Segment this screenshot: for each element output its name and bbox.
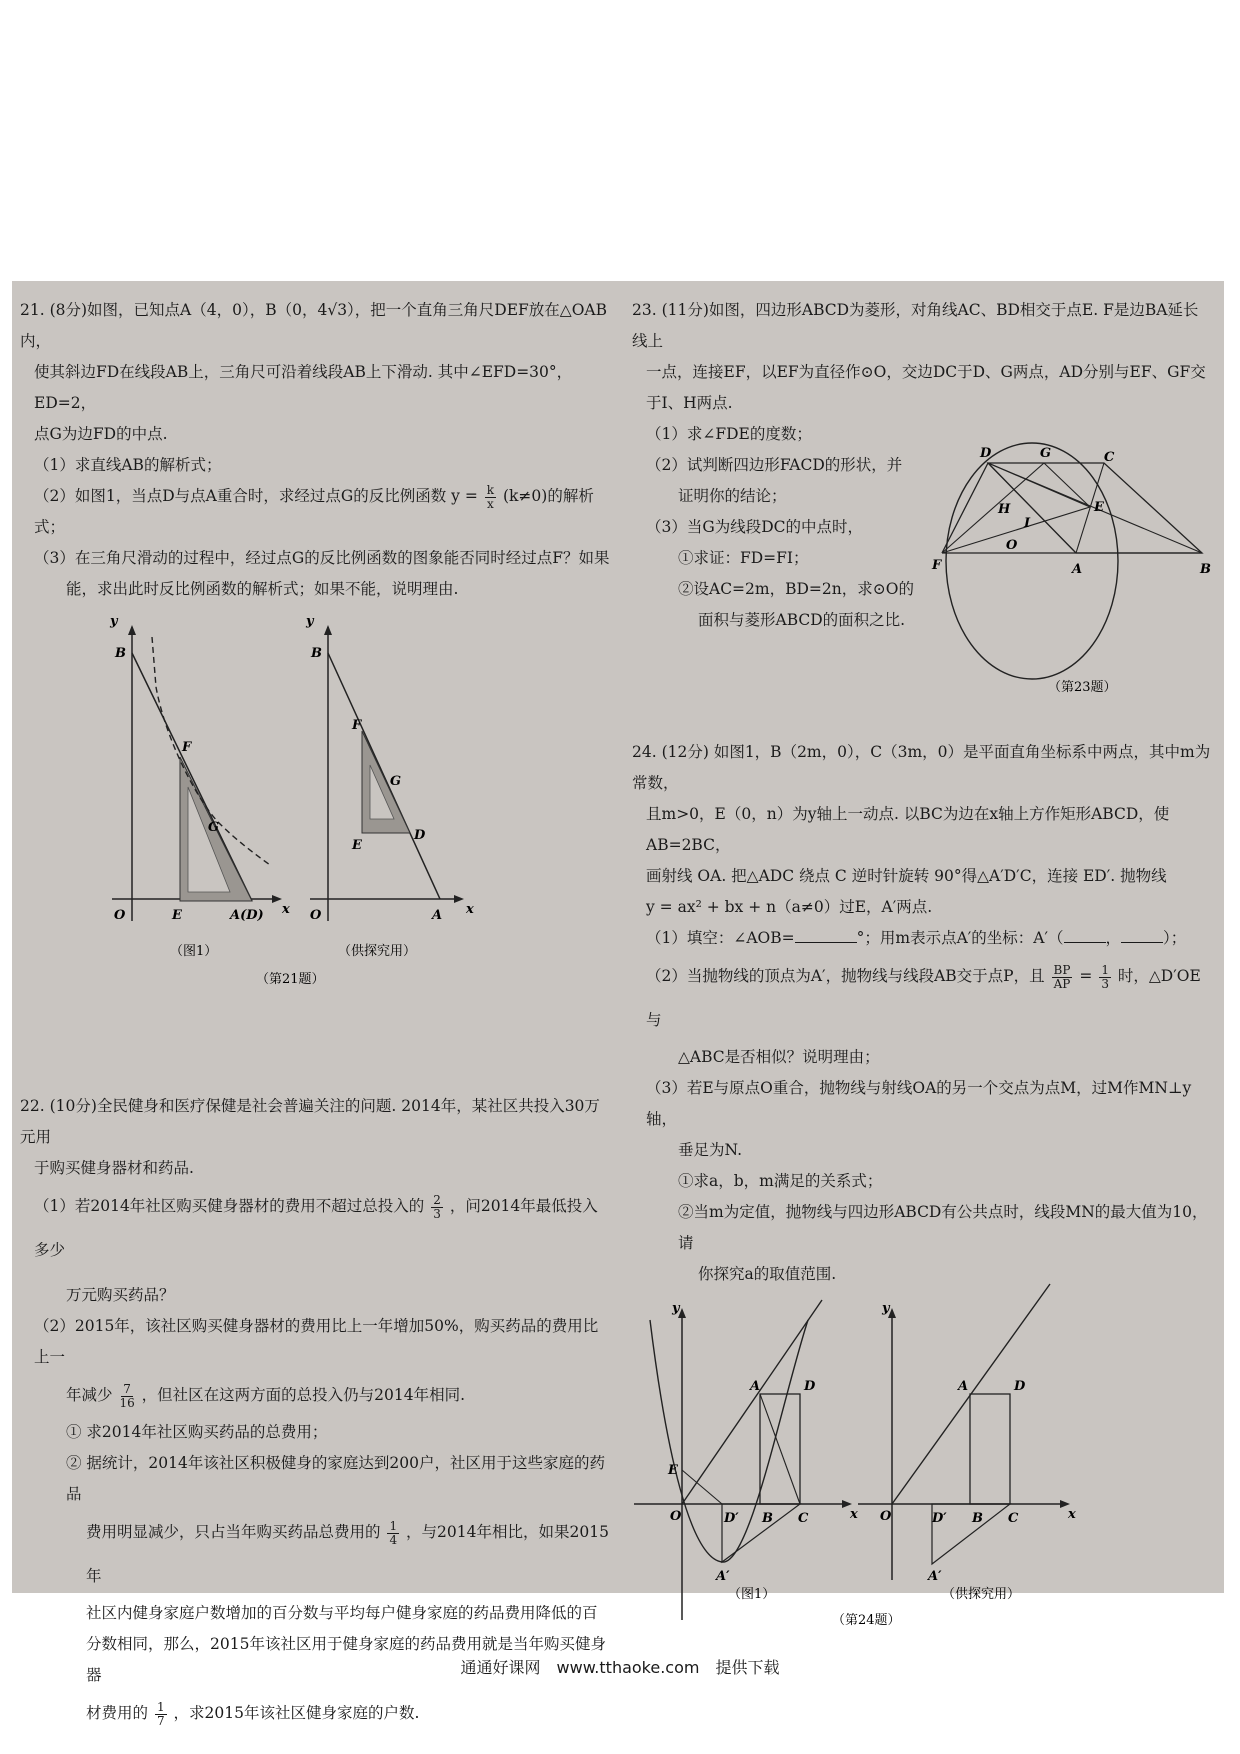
q21-figure (20, 607, 610, 997)
q22-part2-cont (20, 1373, 610, 1417)
q24-part3-cont: 垂足为N. (678, 1141, 742, 1159)
q21-figure-1 (109, 614, 290, 959)
fraction-denominator: 4 (389, 1532, 398, 1547)
point-E: E (172, 908, 182, 923)
point-A: A (1072, 562, 1083, 577)
q23-line: 23. (11分)如图，四边形ABCD为菱形，对角线AC、BD相交于点E. F是边BA延长线上 (632, 301, 1199, 350)
q23-sub2: ②设AC=2m，BD=2n，求⊙O的 (678, 580, 914, 598)
point-A: A (750, 1379, 761, 1394)
figure-1-caption: （图1） (728, 1587, 776, 1602)
q24-figure-1 (634, 1300, 858, 1620)
q24-text: ）； (1163, 929, 1187, 947)
fraction-denominator: 3 (433, 1206, 441, 1221)
q24-text: 时，△D′OE与 (646, 967, 1201, 1029)
q24-part3: （3）若E与原点O重合，抛物线与射线OA的另一个交点为点M，过M作MN⊥y轴， (646, 1079, 1192, 1128)
point-D: D (980, 446, 992, 461)
q22-text: ，与2014年相比，如果2015年 (86, 1523, 609, 1585)
point-O: O (1006, 538, 1018, 553)
q22-part1-cont: 万元购买药品？ (66, 1286, 175, 1304)
question-24-figure-caption: （第24题） (832, 1613, 901, 1628)
y-axis-label: y (672, 1301, 680, 1316)
q21-line: 使其斜边FD在线段AB上，三角尺可沿着线段AB上下滑动. 其中∠EFD=30°，ED=2， (34, 363, 573, 412)
point-O: O (670, 1509, 682, 1524)
q21-part3-cont: 能，求出此时反比例函数的解析式；如果不能，说明理由. (66, 580, 459, 598)
q24-figure (632, 1290, 1212, 1650)
x-axis-label: x (282, 902, 290, 917)
q21-figure-explore (305, 614, 474, 959)
left-column (20, 295, 610, 1735)
point-C: C (1008, 1511, 1019, 1526)
point-B: B (115, 646, 126, 661)
fraction-numerator: k (486, 482, 495, 497)
q24-line: 24. (12分) 如图1，B（2m，0），C（3m，0）是平面直角坐标系中两点，其中m为常数， (632, 743, 1211, 792)
fraction-denominator: AP (1053, 976, 1071, 991)
question-21-figure-caption: （第21题） (256, 972, 325, 987)
q23-line: 一点，连接EF，以EF为直径作⊙O，交边DC于D、G两点，AD分别与EF、GF交 (646, 363, 1206, 381)
point-B: B (972, 1511, 983, 1526)
q24-figure-explore (858, 1284, 1076, 1602)
q22-text: 费用明显减少，只占当年购买药品总费用的 (86, 1523, 381, 1541)
fraction-numerator: 1 (389, 1518, 398, 1533)
point-C: C (1104, 450, 1115, 465)
q24-line: 画射线 OA. 把△ADC 绕点 C 逆时针旋转 90°得△A′D′C，连接 ED′. 抛物线 (646, 867, 1167, 885)
q23-part2-cont: 证明你的结论； (678, 487, 787, 505)
q22-part2: （2）2015年，该社区购买健身器材的费用比上一年增加50%，购买药品的费用比上一 (34, 1317, 599, 1366)
question-23-figure-caption: （第23题） (1048, 680, 1117, 695)
point-C: C (798, 1511, 809, 1526)
point-F: F (182, 740, 192, 755)
footer-credit: 通通好课网 www.tthaoke.com 提供下载 (460, 1658, 780, 1677)
q22-text: 年减少 (66, 1386, 113, 1404)
ray-OA (682, 1300, 822, 1504)
q22-line: 22. (10分)全民健身和医疗保健是社会普遍关注的问题. 2014年，某社区共投入30万元用 (20, 1097, 600, 1146)
q24-line: y = ax² + bx + n（a≠0）过E，A′两点. (646, 898, 933, 916)
fraction-k-over-x (485, 484, 496, 511)
q24-sub2: ②当m为定值，抛物线与四边形ABCD有公共点时，线段MN的最大值为10，请 (678, 1203, 1208, 1252)
fraction-denominator: 3 (1101, 976, 1109, 991)
y-axis-label: y (110, 614, 118, 629)
q23-sub1: ①求证：FD=FI； (678, 549, 809, 567)
q24-text: = (1079, 967, 1093, 985)
x-axis-label: x (850, 1507, 858, 1522)
q22-text: ，但社区在这两方面的总投入仍与2014年相同. (141, 1386, 466, 1404)
x-axis-label: x (466, 902, 474, 917)
q24-part2 (632, 954, 1212, 1042)
fraction-numerator: 1 (156, 1699, 165, 1714)
point-B: B (762, 1511, 773, 1526)
point-D-prime: D′ (724, 1511, 739, 1526)
coord-x-blank[interactable] (1064, 928, 1106, 943)
coord-y-blank[interactable] (1121, 928, 1163, 943)
point-E: E (352, 838, 362, 853)
fraction-denominator: x (487, 496, 494, 511)
q22-sub2-cont: 分数相同，那么，2015年该社区用于健身家庭的药品费用就是当年购买健身器 (86, 1635, 606, 1684)
q24-sub2-cont: 你探究a的取值范围. (698, 1265, 837, 1283)
figure-1-caption: （图1） (170, 944, 218, 959)
q22-line: 于购买健身器材和药品. (34, 1159, 194, 1177)
point-O: O (880, 1509, 892, 1524)
figure-explore-caption: （供探究用） (338, 944, 417, 959)
point-D-prime: D′ (932, 1511, 947, 1526)
q24-line: 且m>0，E（0，n）为y轴上一动点. 以BC为边在x轴上方作矩形ABCD，使AB=2BC， (646, 805, 1170, 854)
q24-sub1: ①求a，b，m满足的关系式； (678, 1172, 883, 1190)
figure-explore-caption: （供探究用） (942, 1587, 1021, 1602)
fraction-numerator: 2 (433, 1192, 441, 1207)
point-G: G (1040, 446, 1052, 461)
q22-part1 (20, 1184, 610, 1272)
point-D: D (1014, 1379, 1026, 1394)
point-B: B (311, 646, 322, 661)
circle-O (946, 443, 1118, 679)
q24-text: ， (1105, 929, 1122, 947)
point-A-prime: A′ (928, 1569, 942, 1584)
q24-text: °；用m表示点A′的坐标：A′（ (856, 929, 1064, 947)
point-D: D (414, 828, 426, 843)
point-H: H (998, 502, 1011, 517)
point-G: G (208, 820, 220, 835)
q24-part1 (632, 923, 1212, 954)
fraction-7-16 (119, 1383, 134, 1410)
fraction-1-4 (387, 1520, 399, 1547)
q23-part3: （3）当G为线段DC的中点时， (646, 518, 864, 536)
point-I: I (1024, 516, 1031, 531)
q21-part2 (20, 481, 610, 543)
y-axis-label: y (306, 614, 314, 629)
point-A-D: A(D) (230, 908, 264, 923)
q21-line: 21. (8分)如图，已知点A（4，0），B（0，4√3），把一个直角三角尺DEF放在△OAB内， (20, 301, 608, 350)
point-A: A (958, 1379, 969, 1394)
point-E: E (668, 1463, 678, 1478)
q24-text: （2）当抛物线的顶点为A′，抛物线与线段AB交于点P，且 (646, 967, 1045, 985)
point-O: O (114, 908, 126, 923)
q23-figure (932, 415, 1212, 695)
x-axis-label: x (1068, 1507, 1076, 1522)
q22-sub1: ① 求2014年社区购买药品的总费用； (66, 1423, 328, 1441)
q23-part1: （1）求∠FDE的度数； (646, 425, 812, 443)
angle-answer-blank[interactable] (795, 928, 857, 943)
fraction-numerator: 1 (1101, 962, 1109, 977)
q21-part2-text: （2）如图1，当点D与点A重合时，求经过点G的反比例函数 y = (34, 487, 478, 505)
question-23 (632, 295, 1212, 715)
fraction-denominator: 16 (119, 1395, 135, 1410)
q22-part1-text-end: ，问2014年最低投入多少 (34, 1197, 598, 1259)
q22-sub2-cont: 社区内健身家庭户数增加的百分数与平均每户健身家庭的药品费用降低的百 (86, 1604, 598, 1622)
point-A: A (432, 908, 443, 923)
q22-sub2-cont (20, 1691, 610, 1735)
fraction-1-7 (155, 1701, 167, 1728)
fraction-BP-AP (1052, 964, 1073, 991)
fraction-numerator: 7 (123, 1381, 131, 1396)
question-22 (20, 1091, 610, 1735)
q22-sub2-cont (20, 1510, 610, 1598)
q23-sub2-cont: 面积与菱形ABCD的面积之比. (698, 611, 906, 629)
q22-text: ，求2015年该社区健身家庭的户数. (173, 1704, 420, 1722)
q21-part2-text-end: (k≠0)的解析式； (34, 487, 594, 536)
question-24 (632, 737, 1212, 1650)
question-21 (20, 295, 610, 997)
point-B: B (1200, 562, 1211, 577)
q22-sub2: ② 据统计，2014年该社区积极健身的家庭达到200户，社区用于这些家庭的药品 (66, 1454, 605, 1503)
point-F: F (932, 558, 942, 573)
q22-text: 材费用的 (86, 1704, 149, 1722)
right-column (632, 295, 1212, 1650)
q24-text: （1）填空：∠AOB= (646, 929, 795, 947)
fraction-numerator: BP (1053, 962, 1071, 977)
q21-part3: （3）在三角尺滑动的过程中，经过点G的反比例函数的图象能否同时经过点F？如果 (34, 549, 610, 567)
q23-part2: （2）试判断四边形FACD的形状，并 (646, 456, 903, 474)
q23-line: 于I、H两点. (646, 394, 733, 412)
q24-part2-cont: △ABC是否相似？说明理由； (678, 1048, 880, 1066)
point-O: O (310, 908, 322, 923)
fraction-denominator: 7 (156, 1713, 165, 1728)
fraction-2-3 (431, 1194, 443, 1221)
point-F: F (352, 718, 362, 733)
fraction-1-3 (1099, 964, 1111, 991)
q21-part1: （1）求直线AB的解析式； (34, 456, 222, 474)
point-A-prime: A′ (716, 1569, 730, 1584)
q21-line: 点G为边FD的中点. (34, 425, 168, 443)
point-G: G (390, 774, 402, 789)
q22-part1-text: （1）若2014年社区购买健身器材的费用不超过总投入的 (34, 1197, 425, 1215)
point-E: E (1094, 500, 1104, 515)
point-D: D (804, 1379, 816, 1394)
y-axis-label: y (882, 1301, 890, 1316)
